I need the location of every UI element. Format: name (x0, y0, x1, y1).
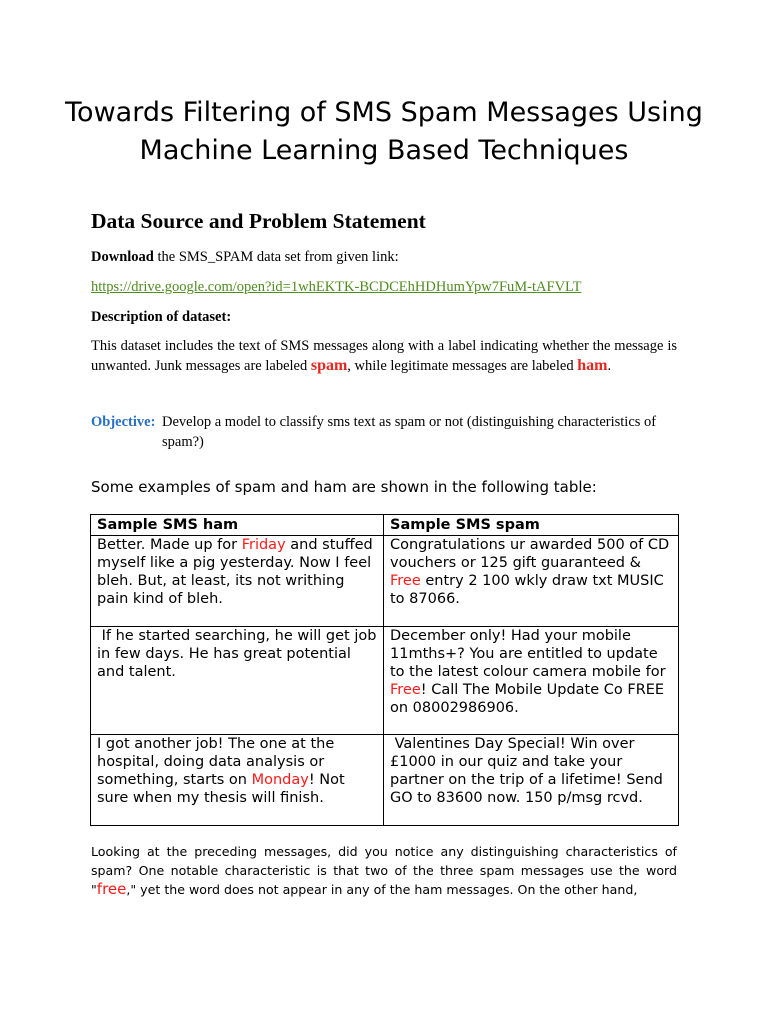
description-text-3: . (607, 358, 612, 374)
description-heading-text: Description of dataset: (91, 309, 232, 325)
download-paragraph (91, 247, 399, 267)
cell-text: December only! Had your mobile 11mths+? You are entitled to update to the latest colour camera mobile for (390, 628, 666, 680)
download-text: the SMS_SPAM data set from given link: (153, 249, 399, 265)
spam-cell (384, 536, 679, 627)
objective-text: Develop a model to classify sms text as spam or not (distinguishing characteristics of spam?) (162, 414, 657, 450)
cell-text: Better. Made up for (97, 537, 242, 553)
ham-cell (91, 735, 384, 826)
cell-text: ! Not sure when my thesis will finish. (97, 772, 345, 806)
cell-text: Valentines Day Special! Win over £1000 in our quiz and take your partner on the trip of a lifetime! Send GO to 83600 now. 150 p/msg rcvd. (390, 736, 668, 806)
ham-label: ham (577, 357, 608, 374)
header-ham: Sample SMS ham (91, 515, 384, 536)
download-bold: Download (91, 249, 154, 265)
description-text-2: , while legitimate messages are labeled (347, 358, 578, 374)
cell-text: entry 2 100 wkly draw txt MUSIC to 87066. (390, 573, 664, 607)
samples-table (90, 514, 679, 826)
free-word: free (96, 880, 127, 898)
table-row (91, 735, 679, 826)
spam-cell (384, 627, 679, 735)
closing-paragraph (91, 842, 677, 899)
cell-text: ! Call The Mobile Update Co FREE on 08002986906. (390, 682, 665, 716)
cell-text: Congratulations ur awarded 500 of CD vouchers or 125 gift guaranteed & (390, 537, 670, 571)
highlight-word: Free (390, 682, 421, 698)
description-text-1: This dataset includes the text of SMS messages along with a label indicating whether the message is unwanted. Junk messages are labeled (91, 338, 677, 374)
cell-text: If he started searching, he will get job in few days. He has great potential and talent. (97, 628, 382, 680)
table-row (91, 536, 679, 627)
description-paragraph (91, 336, 677, 376)
highlight-word: Friday (241, 537, 286, 553)
closing-text-1: Looking at the preceding messages, did you notice any distinguishing characteristics of spam? One notable characteristic is that two of the three spam messages use the word " (91, 844, 677, 897)
spam-label: spam (310, 357, 348, 374)
description-heading (91, 307, 231, 327)
closing-text-2: ," yet the word does not appear in any of the ham messages. On the other hand, (126, 882, 638, 897)
objective-label: Objective: (91, 414, 156, 430)
ham-cell (91, 627, 384, 735)
highlight-word: Monday (251, 772, 309, 788)
dataset-link[interactable]: https://drive.google.com/open?id=1whEKTK-BCDCEhHDHumYpw7FuM-tAFVLT (91, 279, 582, 295)
cell-text: I got another job! The one at the hospital, doing data analysis or something, starts on (97, 736, 335, 788)
spam-cell (384, 735, 679, 826)
highlight-word: Free (390, 573, 421, 589)
table-intro: Some examples of spam and ham are shown in the following table: (91, 478, 597, 496)
section-heading: Data Source and Problem Statement (91, 209, 426, 233)
table-row (91, 627, 679, 735)
ham-cell (91, 536, 384, 627)
dataset-link-paragraph (91, 277, 581, 297)
document-title: Towards Filtering of SMS Spam Messages Using Machine Learning Based Techniques (65, 97, 703, 166)
table-header-row (91, 515, 679, 536)
cell-text: and stuffed myself like a pig yesterday. Now I feel bleh. But, at least, its not writhing pain kind of bleh. (97, 537, 373, 607)
header-spam: Sample SMS spam (384, 515, 679, 536)
